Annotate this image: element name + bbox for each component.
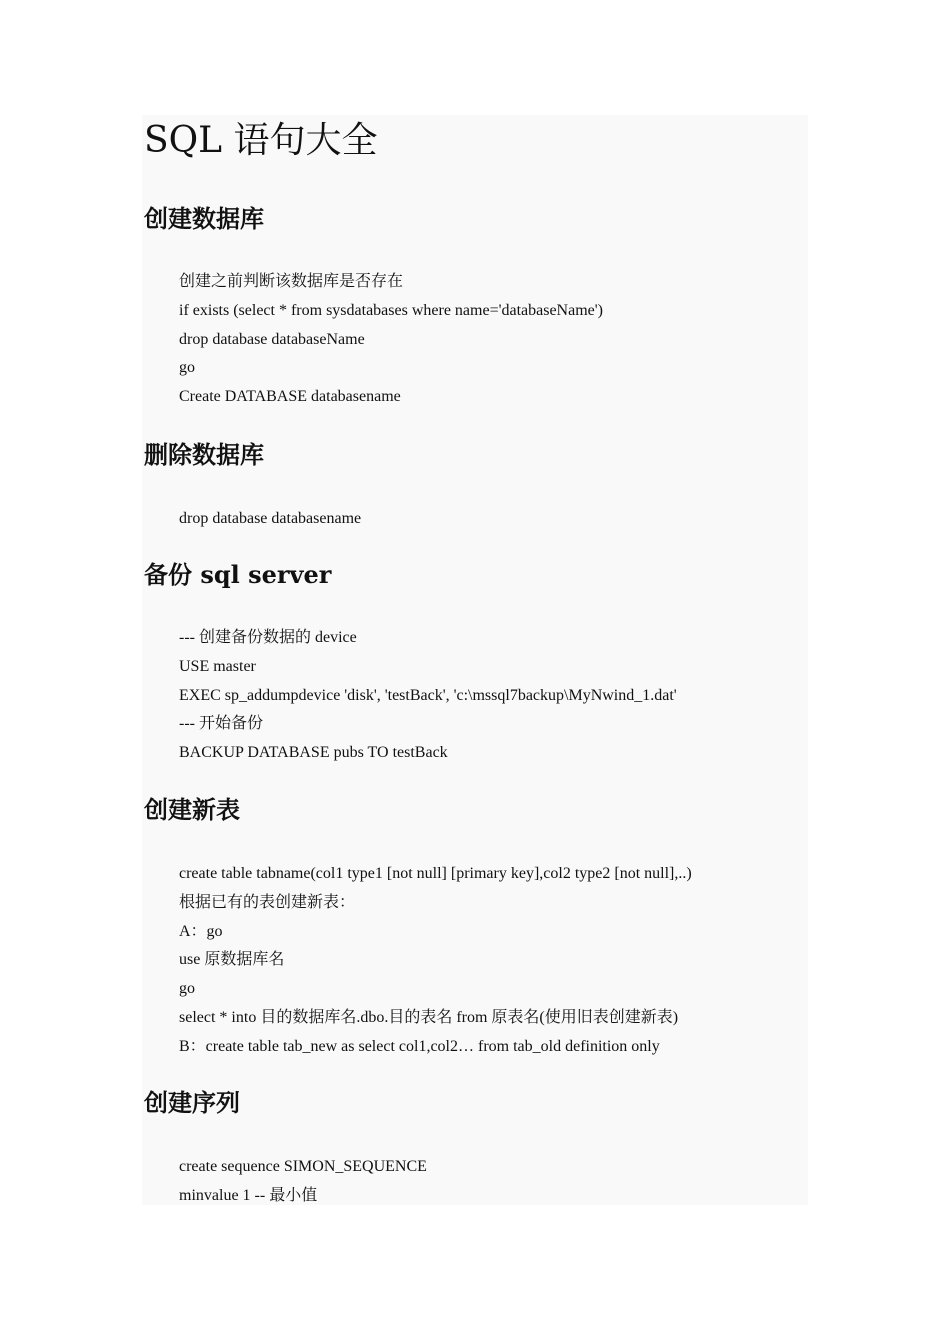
code-line: USE master [179,657,256,675]
code-line: EXEC sp_addumpdevice 'disk', 'testBack', 'c:\mssql7backup\MyNwind_1.dat' [179,686,677,704]
section-heading-drop-database: 删除数据库 [144,440,264,469]
code-block-create-sequence [179,1153,427,1205]
section-heading-create-database: 创建数据库 [144,204,264,233]
document-page [142,115,808,1205]
code-line: create table tabname(col1 type1 [not null] [primary key],col2 type2 [not null],..) [179,865,692,882]
document-title: SQL 语句大全 [144,120,378,161]
section-heading-create-table: 创建新表 [144,795,240,824]
code-line: A：go [179,922,223,940]
section-heading-create-sequence: 创建序列 [144,1088,240,1117]
code-line: minvalue 1 -- 最小值 [179,1186,318,1204]
code-line: go [179,980,195,998]
code-line: drop database databasename [179,510,362,527]
code-line: --- 创建备份数据的 device [179,629,357,646]
code-line: BACKUP DATABASE pubs TO testBack [179,744,448,762]
code-line: --- 开始备份 [179,715,263,733]
code-line: B：create table tab_new as select col1,col2… from tab_old definition only [179,1037,660,1055]
code-line: if exists (select * from sysdatabases where name='databaseName') [179,301,603,319]
code-line: create sequence SIMON_SEQUENCE [179,1158,427,1175]
code-line: drop database databaseName [179,330,365,348]
code-block-backup-sql-server [179,624,677,768]
code-block-create-database [179,268,603,412]
code-line: Create DATABASE databasename [179,388,401,406]
section-heading-backup-sql-server: 备份 sql server [144,560,332,589]
code-line: use 原数据库名 [179,951,285,969]
code-block-drop-database [179,505,361,534]
code-block-create-table [179,860,692,1062]
code-line: select * into 目的数据库名.dbo.目的表名 from 原表名(使用旧表创建新表) [179,1008,679,1026]
code-line: 创建之前判断该数据库是否存在 [179,273,404,290]
code-line: go [179,359,195,377]
code-line: 根据已有的表创建新表： [179,893,356,911]
